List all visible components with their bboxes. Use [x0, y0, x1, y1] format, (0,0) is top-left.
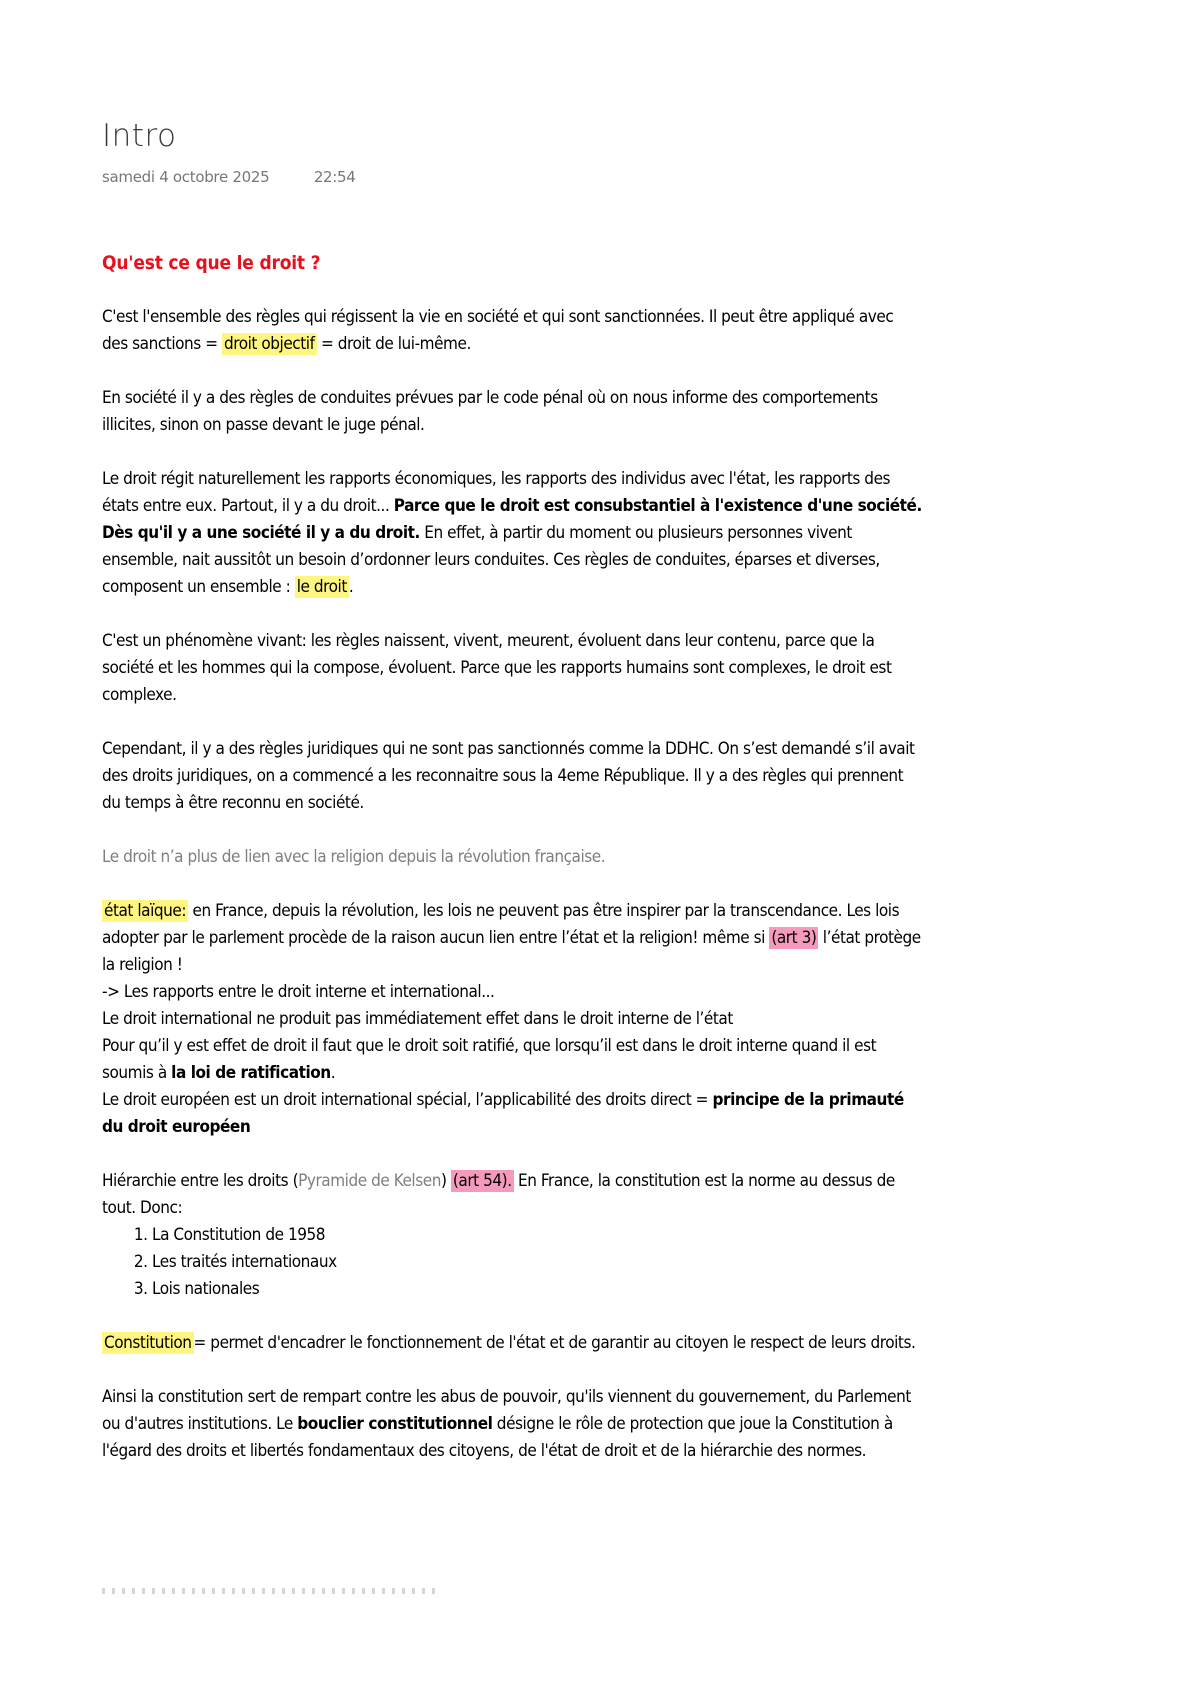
highlight-le-droit: le droit [296, 577, 347, 597]
paragraph-etat-laique [102, 898, 922, 979]
text-run: = permet d'encadrer le fonctionnement de l'état et de garantir au citoyen le respect de leurs droits. [193, 1333, 916, 1353]
bold-run: Parce que le droit est consubstantiel à l'existence d'une société. Dès qu'il y a une société il y a du droit. [102, 496, 922, 543]
text-run: . [330, 1063, 336, 1083]
page-date: samedi 4 octobre 2025 [102, 168, 270, 186]
hierarchy-list [102, 1222, 922, 1303]
text-run: ) [440, 1171, 451, 1191]
list-item: 1. La Constitution de 1958 [152, 1222, 922, 1249]
highlight-etat-laique: état laïque: [104, 901, 187, 921]
bold-run: principe de la primauté du droit européen [102, 1090, 904, 1137]
text-run: C'est l'ensemble des règles qui régissent la vie en société et qui sont sanctionnées. Il peut être appliqué avec des sanctions = [102, 307, 894, 354]
gray-run: Pyramide de Kelsen [298, 1171, 441, 1191]
text-run: désigne le rôle de protection que joue la Constitution à l'égard des droits et libertés fondamentaux des citoyens, de l'état de droit et de la hiérarchie des normes. [102, 1414, 893, 1461]
paragraph-phenomene: C'est un phénomène vivant: les règles naissent, vivent, meurent, évoluent dans leur contenu, parce que la société et les hommes qui la compose, évoluent. Parce que les rapports humains sont complexes, le droit est complexe. [102, 631, 892, 705]
highlight-art-3: (art 3) [771, 928, 817, 948]
section-heading: Qu'est ce que le droit ? [102, 252, 321, 274]
bold-run: bouclier constitutionnel [297, 1414, 493, 1434]
paragraph-hierarchie [102, 1168, 922, 1222]
text-run: En France, la constitution est la norme au dessus de tout. Donc: [102, 1171, 895, 1218]
paragraph-rapports-interne: -> Les rapports entre le droit interne et international... [102, 982, 495, 1002]
page-time: 22:54 [313, 168, 356, 186]
text-run: Le droit européen est un droit international spécial, l’applicabilité des droits direct = [102, 1090, 713, 1110]
text-run: l’état protège la religion ! [102, 928, 921, 975]
paragraph-definition [102, 304, 922, 358]
page-title: Intro [102, 118, 177, 154]
bold-run: la loi de ratification [171, 1063, 331, 1083]
text-run: Pour qu’il y est effet de droit il faut que le droit soit ratifié, que lorsqu’il est dans le droit interne quand il est soumis à [102, 1036, 877, 1083]
paragraph-droit-europeen [102, 1087, 922, 1141]
paragraph-code-penal: En société il y a des règles de conduites prévues par le code pénal où on nous informe des comportements illicites, sinon on passe devant le juge pénal. [102, 388, 878, 435]
highlight-droit-objectif: droit objectif [224, 334, 315, 354]
paragraph-constitution [102, 1330, 922, 1357]
text-run: Ainsi la constitution sert de rempart contre les abus de pouvoir, qu'ils viennent du gouvernement, du Parlement ou d'autres institutions. Le [102, 1387, 911, 1434]
text-run: en France, depuis la révolution, les lois ne peuvent pas être inspirer par la transcendance. Les lois adopter par le parlement procède de la raison aucun lien entre l’état et la religion! même si [102, 901, 900, 948]
text-run: Hiérarchie entre les droits ( [102, 1171, 299, 1191]
paragraph-ratification [102, 1033, 922, 1087]
text-run: Le droit régit naturellement les rapports économiques, les rapports des individus avec l'état, les rapports des états entre eux. Partout, il y a du droit... [102, 469, 891, 516]
note-body[interactable] [102, 250, 922, 1465]
paragraph-bouclier [102, 1384, 922, 1465]
text-run: = droit de lui-même. [316, 334, 471, 354]
paragraph-ddhc: Cependant, il y a des règles juridiques qui ne sont pas sanctionnés comme la DDHC. On s’est demandé s’il avait des droits juridiques, on a commencé a les reconnaitre sous la 4eme République. Il y a des règles qui prennent du temps à être reconnu en société. [102, 739, 915, 813]
list-item: 3. Lois nationales [152, 1276, 922, 1303]
text-run: . [348, 577, 354, 597]
list-item: 2. Les traités internationaux [152, 1249, 922, 1276]
paragraph-droit-international: Le droit international ne produit pas immédiatement effet dans le droit interne de l’état [102, 1009, 733, 1029]
page-meta [102, 168, 356, 186]
cut-off-text-line [102, 1588, 442, 1594]
highlight-constitution: Constitution [104, 1333, 192, 1353]
text-run: En effet, à partir du moment ou plusieurs personnes vivent ensemble, nait aussitôt un besoin d’ordonner leurs conduites. Ces règles de conduites, éparses et diverses, composent un ensemble : [102, 523, 880, 597]
paragraph-rapports [102, 466, 922, 601]
paragraph-religion: Le droit n’a plus de lien avec la religion depuis la révolution française. [102, 847, 606, 867]
highlight-art-54: (art 54). [452, 1171, 512, 1191]
